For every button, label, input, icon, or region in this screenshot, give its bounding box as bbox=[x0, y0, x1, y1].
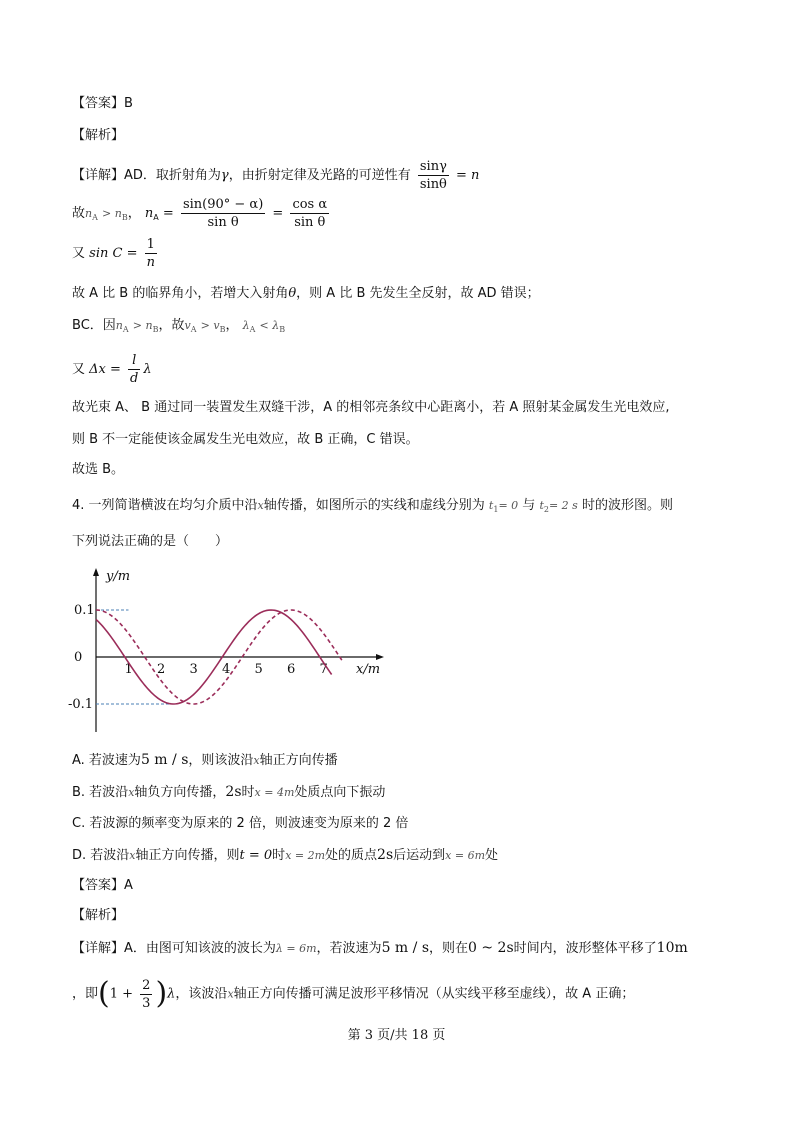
x-axis-arrow bbox=[376, 654, 384, 660]
wave-chart bbox=[60, 562, 390, 742]
analysis-tag-1: 【解析】 bbox=[72, 128, 125, 143]
option-a: A. 若波速为5 m / s，则该波沿x轴正方向传播 bbox=[72, 752, 338, 768]
detail-line-6: 又 Δx = $\frac{l}{d}$ λ bbox=[72, 353, 152, 386]
detail-line-2: 故$n_A > n_B$， $n_A$ = $\frac{\sin(90^\circ - \alpha)}{\text{sin θ}}$ = $\frac{\text{cos α}}{\text{sin θ}}$ bbox=[72, 197, 328, 230]
detail-line-5: BC．因$n_A > n_B$，故$v_A > v_B$， $\lambda_A < \lambda_B$ bbox=[72, 318, 286, 334]
x-tick-label: 3 bbox=[189, 662, 198, 677]
detail-line-9: 故选 B。 bbox=[72, 462, 125, 477]
answer-tag: 【答案】 bbox=[72, 96, 125, 111]
y-tick-label: 0.1 bbox=[74, 603, 95, 618]
detail-line-3: 又 sin C = $\frac{1}{n}$ bbox=[72, 237, 155, 270]
y-tick-label: 0 bbox=[74, 650, 83, 665]
question-4-stem-1: 4. 一列简谐横波在均匀介质中沿x轴传播，如图所示的实线和虚线分别为 $t_1= 0$ 与 $t_2= 2$ s 时的波形图。则 bbox=[72, 498, 673, 514]
fraction-two-thirds: $\frac{2}{3}$ bbox=[142, 977, 151, 1011]
y-axis-label: y/m bbox=[106, 569, 131, 584]
page-footer: 第 3 页/共 18 页 bbox=[347, 1028, 446, 1043]
answer-line-1 bbox=[72, 94, 133, 114]
fraction-l-over-d: $\frac{l}{d}$ bbox=[130, 353, 139, 386]
y-axis-arrow bbox=[93, 568, 99, 576]
detail4-line-2: ，即(1 + $\frac{2}{3}$ )λ，该波沿x轴正方向传播可满足波形平移情况（从实线平移至虚线），故 A 正确； bbox=[72, 976, 635, 1011]
option-b: B. 若波沿x轴负方向传播，2s时x = 4m处质点向下振动 bbox=[72, 784, 386, 800]
detail-line-4: 故 A 比 B 的临界角小，若增大入射角θ，则 A 比 B 先发生全反射，故 AD 错误； bbox=[72, 286, 540, 301]
answer-line-4: 【答案】A bbox=[72, 878, 133, 893]
fraction-one-over-n: $\frac{1}{n}$ bbox=[146, 237, 155, 270]
y-tick-label: -0.1 bbox=[68, 697, 94, 712]
analysis-tag-4: 【解析】 bbox=[72, 908, 125, 923]
detail-line-1: 【详解】AD．取折射角为γ，由折射定律及光路的可逆性有 $\frac{\sin\gamma}{\sin\theta}$ = n bbox=[72, 159, 480, 192]
option-d: D. 若波沿x轴正方向传播，则t = 0时x = 2m处的质点2s后运动到x = 6m处 bbox=[72, 847, 499, 863]
answer-value: B bbox=[124, 96, 133, 111]
option-c: C. 若波源的频率变为原来的 2 倍，则波速变为原来的 2 倍 bbox=[72, 816, 409, 831]
x-tick-label: 2 bbox=[157, 662, 166, 677]
x-tick-label: 4 bbox=[222, 662, 231, 677]
fraction-cos: $\frac{\text{cos α}}{\text{sin θ}}$ bbox=[292, 197, 328, 230]
x-axis-label: x/m bbox=[356, 662, 381, 677]
fraction-sin90: $\frac{\sin(90^\circ - \alpha)}{\text{sin θ}}$ bbox=[182, 197, 264, 230]
x-tick-label: 1 bbox=[124, 662, 133, 677]
detail-line-8: 则 B 不一定能使该金属发生光电效应，故 B 正确，C 错误。 bbox=[72, 432, 419, 447]
x-tick-label: 5 bbox=[254, 662, 263, 677]
fraction-sin-gamma: $\frac{\sin\gamma}{\sin\theta}$ bbox=[419, 159, 447, 192]
x-tick-label: 6 bbox=[287, 662, 296, 677]
x-tick-label: 7 bbox=[319, 662, 328, 677]
detail-line-7: 故光束 A、 B 通过同一装置发生双缝干涉，A 的相邻亮条纹中心距离小，若 A 照射某金属发生光电效应, bbox=[72, 400, 670, 415]
question-4-stem-2: 下列说法正确的是（ ） bbox=[72, 534, 229, 549]
detail4-line-1: 【详解】A．由图可知该波的波长为λ = 6m，若波速为5 m / s，则在0 ~ 2s时间内，波形整体平移了10m bbox=[72, 940, 688, 956]
